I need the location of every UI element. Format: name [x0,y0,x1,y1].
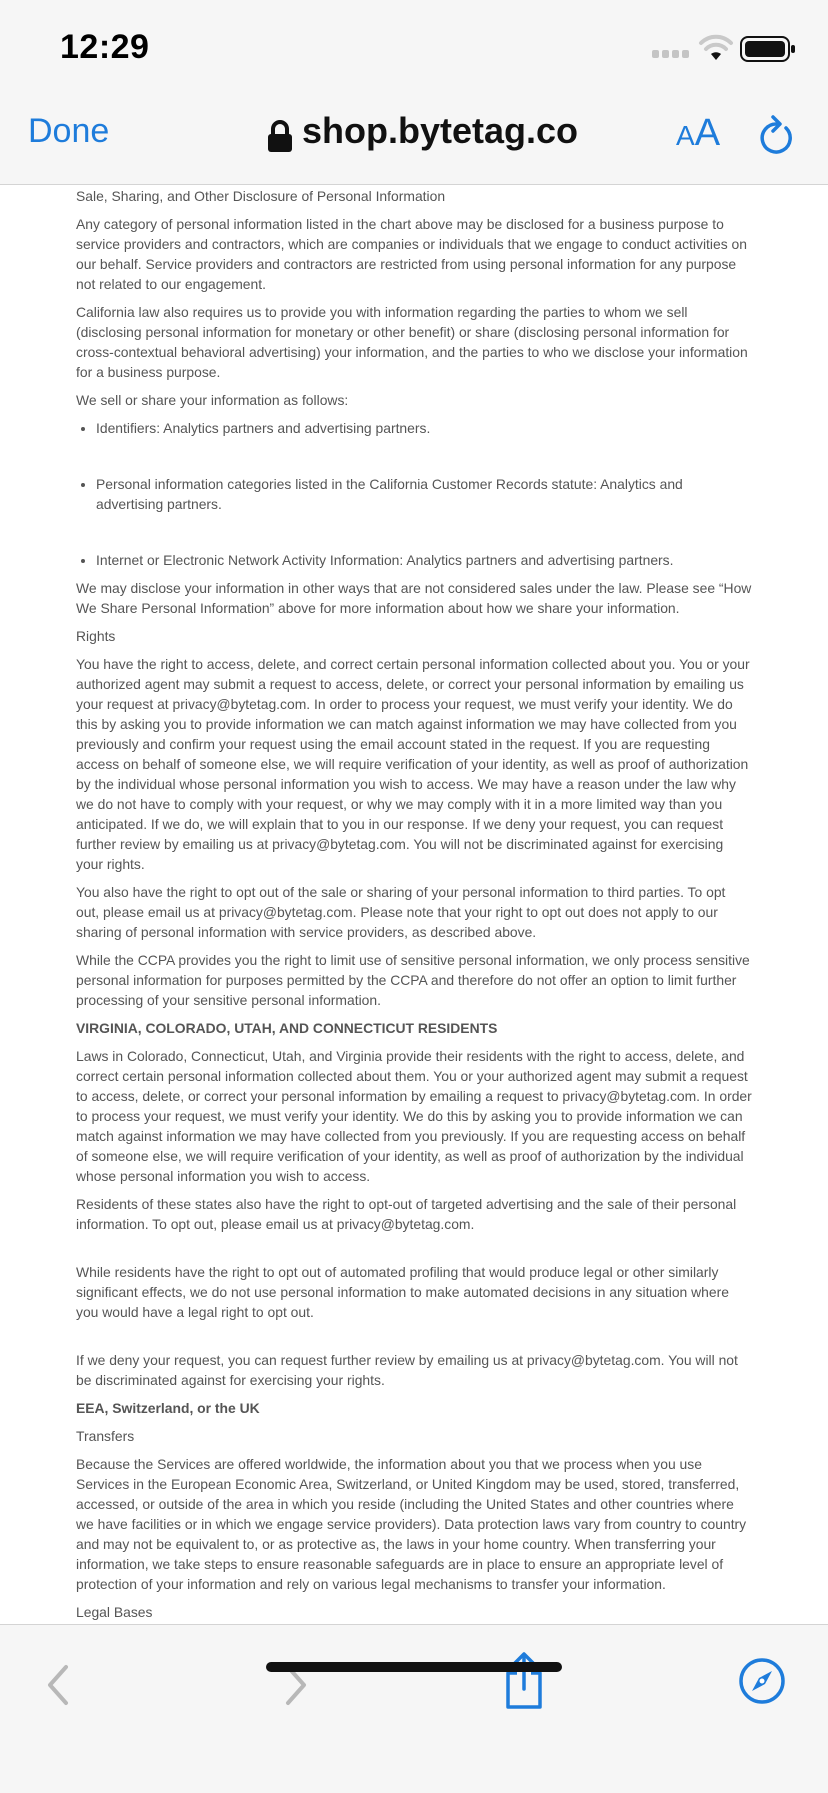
browser-top-bar [0,90,828,185]
sale-paragraph-4: We may disclose your information in other ways that are not considered sales under the law. Please see “How We Share Personal Information” above for more information about how we share your information. [76,580,752,616]
wifi-icon [698,34,734,62]
rights-paragraph-3: While the CCPA provides you the right to limit use of sensitive personal information, we only process sensitive personal information for purposes permitted by the CCPA and therefore do not offer an option to limit further processing of your sensitive personal information. [76,952,750,1008]
compass-icon[interactable] [738,1657,786,1705]
transfers-heading: Transfers [76,1428,135,1444]
back-chevron-icon[interactable] [40,1661,76,1709]
list-item: • Identifiers: Analytics partners and advertising partners. [96,418,752,438]
lock-icon [266,120,294,154]
sale-paragraph-1: Any category of personal information listed in the chart above may be disclosed for a business purpose to service providers and contractors, which are companies or individuals that we engage to conduct activities on our behalf. Service providers and contractors are restricted from using personal information for any purpose not related to our engagement. [76,216,747,292]
rights-paragraph-1: You have the right to access, delete, and correct certain personal information collected about you. You or your authorized agent may submit a request to access, delete, or correct your personal information by emailing us your request at privacy@bytetag.com. In order to process your request, we must verify your identity. We do this by asking you to provide information we can match against information we may have collected from you previously and confirm your request using the email account stated in the request. If you are requesting access on behalf of someone else, we will require verification of your identity, as well as proof of authorization by the individual whose personal information you wish to access. We may have a reason under the law why we do not have to comply with your request, or why we may comply with it in a more limited way than you anticipated. If we do, we will explain that to you in our response. If we deny your request, you can request further review by emailing us at privacy@bytetag.com. You will not be discriminated against for exercising your rights. [76,656,750,872]
sale-heading: Sale, Sharing, and Other Disclosure of Personal Information [76,188,446,204]
home-indicator [266,1662,562,1672]
states-paragraph-2: Residents of these states also have the right to opt-out of targeted advertising and the sale of their personal information. To opt out, please email us at privacy@bytetag.com. [76,1196,737,1232]
cellular-signal-icon [652,46,692,60]
url-field[interactable]: shop.bytetag.co [302,110,579,151]
text-size-small-label: A [676,120,695,151]
states-paragraph-1: Laws in Colorado, Connecticut, Utah, and Virginia provide their residents with the right to access, delete, and correct certain personal information collected about them. You or your authorized agent may submit a request to access, delete, or correct your personal information by emailing a request to privacy@bytetag.com. In order to process your request, we must verify your identity. We do this by asking you to provide information we can match against information we may have collected from you previously. If you are requesting access on behalf of someone else, we will require verification of your identity, as well as proof of authorization by the individual whose personal information you wish to access. [76,1048,752,1184]
share-icon[interactable] [502,1651,546,1711]
eea-heading: EEA, Switzerland, or the UK [76,1400,260,1416]
list-item: • Internet or Electronic Network Activity Information: Analytics partners and advertising partners. [96,550,752,570]
text-size-button[interactable] [676,112,720,155]
reload-icon[interactable] [756,114,796,158]
transfers-paragraph-1: Because the Services are offered worldwide, the information about you that we process when you use Services in the European Economic Area, Switzerland, or United Kingdom may be used, stored, transferred, accessed, or outside of the area in which you reside (including the United States and other countries where we have facilities or in which we engage service providers). Data protection laws vary from country to country and may not be equivalent to, or as protective as, the laws in your home country. When transferring your information, we take steps to ensure reasonable safeguards are in place to ensure an appropriate level of protection of your information and rely on various legal mechanisms to transfer your information. [76,1456,747,1592]
status-bar [0,0,828,90]
page-content [76,186,752,1622]
status-time: 12:29 [60,28,150,66]
states-paragraph-3: While residents have the right to opt out of automated profiling that would produce legal or other similarly significant effects, we do not use personal information to make automated decisions in any situation where you would have a legal right to opt out. [76,1264,729,1320]
rights-paragraph-2: You also have the right to opt out of the sale or sharing of your personal information to third parties. To opt out, please email us at privacy@bytetag.com. Please note that your right to opt out does not apply to our sharing of personal information with service providers, as described above. [76,884,726,940]
states-heading: VIRGINIA, COLORADO, UTAH, AND CONNECTICUT RESIDENTS [76,1020,498,1036]
sale-paragraph-2: California law also requires us to provide you with information regarding the parties to whom we sell (disclosing personal information for monetary or other benefit) or share (disclosing personal information for cross-contextual behavioral advertising) your information, and the parties to who we disclose your information for a business purpose. [76,304,748,380]
done-button[interactable]: Done [28,112,110,150]
text-size-big-label: A [694,112,721,154]
sale-list [76,418,752,570]
list-item: • Personal information categories listed in the California Customer Records statute: Analytics and advertising partners. [96,474,752,514]
browser-bottom-toolbar [0,1624,828,1793]
states-paragraph-4: If we deny your request, you can request further review by emailing us at privacy@bytetag.com. You will not be discriminated against for exercising your rights. [76,1352,738,1388]
legal-heading: Legal Bases [76,1604,153,1620]
battery-icon [740,36,796,62]
sale-paragraph-3: We sell or share your information as follows: [76,392,349,408]
rights-heading: Rights [76,628,116,644]
